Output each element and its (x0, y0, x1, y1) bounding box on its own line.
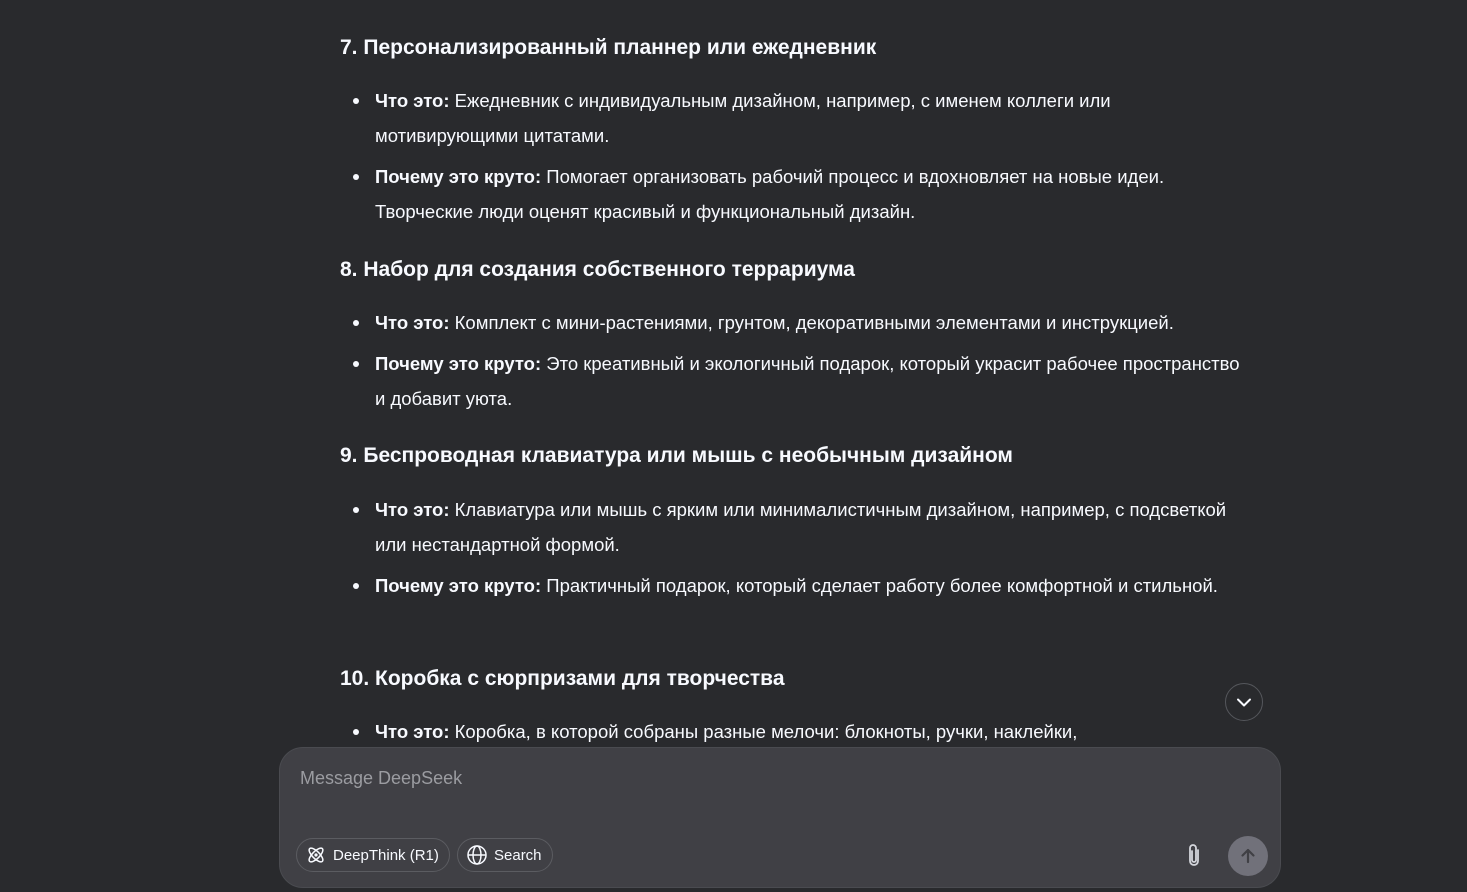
paperclip-icon (1183, 842, 1205, 870)
send-button[interactable] (1228, 836, 1268, 876)
arrow-up-icon (1238, 846, 1258, 866)
section-heading: 10. Коробка с сюрпризами для творчества (340, 667, 785, 690)
bullet-label: Почему это круто: (375, 353, 542, 374)
bullet-text: Коробка, в которой собраны разные мелочи: блокноты, ручки, наклейки, (449, 721, 1078, 742)
bullet-text: Помогает организовать рабочий процесс и вдохновляет на новые идеи. Творческие люди оценят красивый и функциональный дизайн. (375, 166, 1165, 222)
search-label: Search (494, 846, 542, 864)
bullet-list (340, 714, 1240, 748)
bullet-text: Практичный подарок, который сделает работу более комфортной и стильной. (541, 575, 1218, 596)
atom-icon (305, 844, 327, 866)
bullet-label: Почему это круто: (375, 166, 542, 187)
bullet-list (340, 492, 1240, 609)
top-fade (340, 0, 1240, 6)
bullet-text: Ежедневник с индивидуальным дизайном, например, с именем коллеги или мотивирующими цитатами. (375, 90, 1111, 146)
section-heading: 7. Персонализированный планнер или ежедневник (340, 36, 877, 59)
list-item (340, 83, 1240, 153)
bullet-text: Клавиатура или мышь с ярким или минималистичным дизайном, например, с подсветкой или нестандартной формой. (375, 499, 1227, 555)
section-heading: 8. Набор для создания собственного террариума (340, 258, 855, 281)
attach-file-button[interactable] (1177, 839, 1211, 873)
globe-icon (466, 844, 488, 866)
chat-transcript (340, 0, 1240, 748)
scroll-to-bottom-button[interactable] (1225, 683, 1263, 721)
section-heading: 9. Беспроводная клавиатура или мышь с необычным дизайном (340, 444, 1013, 467)
bullet-list (340, 83, 1240, 235)
bullet-text: Комплект с мини-растениями, грунтом, декоративными элементами и инструкцией. (449, 312, 1174, 333)
list-item (340, 159, 1240, 229)
bullet-label: Почему это круто: (375, 575, 542, 596)
bullet-label: Что это: (375, 90, 450, 111)
deepthink-label: DeepThink (R1) (333, 846, 439, 864)
bullet-label: Что это: (375, 312, 450, 333)
bullet-text: Это креативный и экологичный подарок, который украсит рабочее пространство и добавит уюта. (375, 353, 1240, 409)
list-item (340, 714, 1240, 748)
deepthink-toggle-button[interactable] (296, 838, 450, 872)
bullet-list (340, 305, 1240, 422)
chevron-down-icon (1235, 693, 1253, 711)
bullet-label: Что это: (375, 499, 450, 520)
list-item (340, 492, 1240, 562)
list-item (340, 346, 1240, 416)
search-toggle-button[interactable] (457, 838, 553, 872)
message-composer (279, 747, 1281, 888)
list-item (340, 305, 1240, 340)
message-input[interactable] (298, 766, 1262, 810)
bullet-label: Что это: (375, 721, 450, 742)
list-item (340, 568, 1240, 603)
